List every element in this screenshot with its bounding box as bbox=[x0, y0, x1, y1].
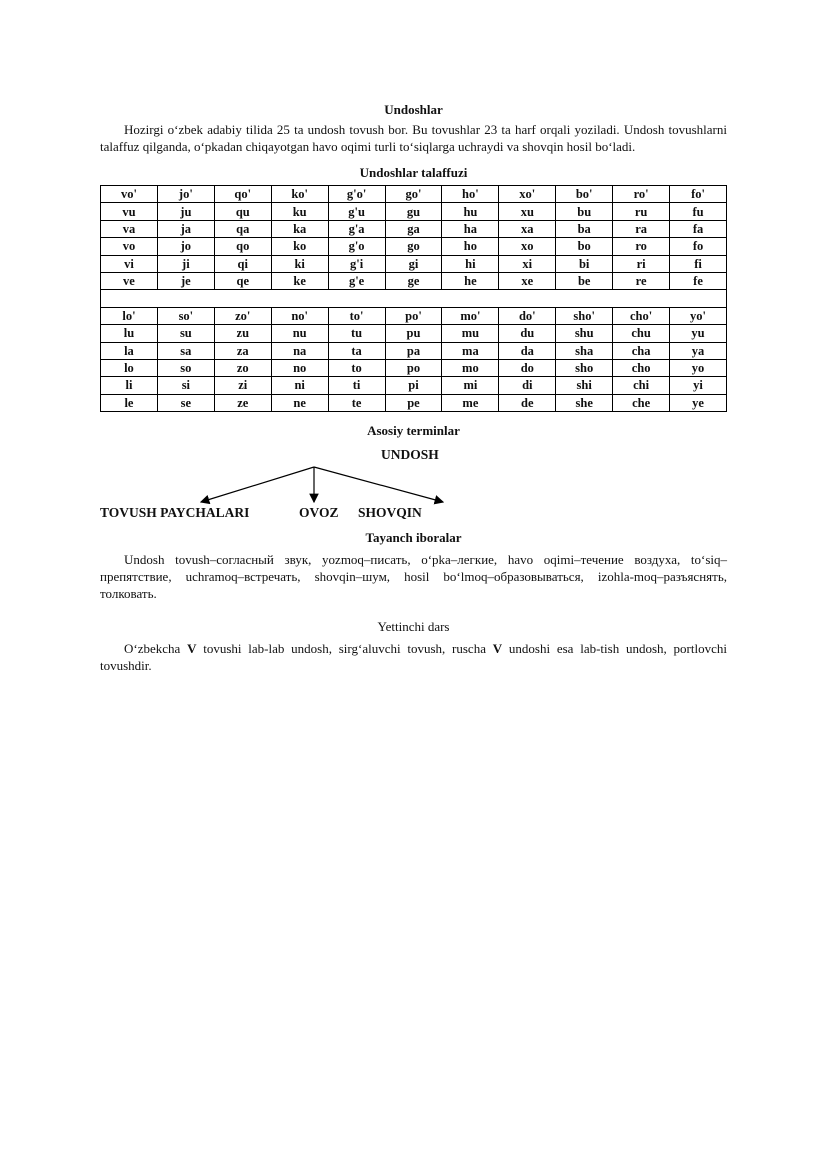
table-cell: zo' bbox=[214, 307, 271, 324]
table-cell: che bbox=[613, 394, 670, 411]
table-row bbox=[101, 359, 727, 376]
table-cell: ho bbox=[442, 238, 499, 255]
table-cell: xo' bbox=[499, 186, 556, 203]
table-cell: fe bbox=[670, 272, 727, 289]
table-cell: so' bbox=[157, 307, 214, 324]
table-cell: te bbox=[328, 394, 385, 411]
table-cell: qo' bbox=[214, 186, 271, 203]
table-cell: ya bbox=[670, 342, 727, 359]
table-cell: qe bbox=[214, 272, 271, 289]
table-cell: de bbox=[499, 394, 556, 411]
table-cell: ku bbox=[271, 203, 328, 220]
table-cell: pi bbox=[385, 377, 442, 394]
document-page bbox=[100, 98, 727, 674]
diagram-root-label: UNDOSH bbox=[381, 447, 439, 463]
table-cell: ga bbox=[385, 220, 442, 237]
table-cell: ka bbox=[271, 220, 328, 237]
table-cell: zi bbox=[214, 377, 271, 394]
table-cell: si bbox=[157, 377, 214, 394]
table-row bbox=[101, 394, 727, 411]
table-cell: zo bbox=[214, 359, 271, 376]
table-cell: hi bbox=[442, 255, 499, 272]
table-cell: da bbox=[499, 342, 556, 359]
table-cell: po bbox=[385, 359, 442, 376]
table-cell: mo bbox=[442, 359, 499, 376]
table-cell: vo bbox=[101, 238, 158, 255]
table-cell: tu bbox=[328, 325, 385, 342]
table-row bbox=[101, 186, 727, 203]
table-row bbox=[101, 272, 727, 289]
table-cell: jo' bbox=[157, 186, 214, 203]
table-cell: do' bbox=[499, 307, 556, 324]
table-cell: ho' bbox=[442, 186, 499, 203]
table-cell: g'o bbox=[328, 238, 385, 255]
table-cell: go bbox=[385, 238, 442, 255]
syllable-table bbox=[100, 185, 727, 412]
table-cell: yi bbox=[670, 377, 727, 394]
table-cell: li bbox=[101, 377, 158, 394]
table-row bbox=[101, 220, 727, 237]
table-row bbox=[101, 238, 727, 255]
table-cell: je bbox=[157, 272, 214, 289]
table-cell: pa bbox=[385, 342, 442, 359]
table-cell: ti bbox=[328, 377, 385, 394]
table-cell: gu bbox=[385, 203, 442, 220]
intro-paragraph: Hozirgi o‘zbek adabiy tilida 25 ta undosh tovush bor. Bu tovushlar 23 ta harf orqali yoziladi. Undosh tovushlarni talaffuz qilganda, o‘pkadan chiqayotgan havo oqimi turli to‘siqlarga uchraydi va shovqin hosil bo‘ladi. bbox=[100, 122, 727, 154]
table-cell: po' bbox=[385, 307, 442, 324]
table-cell: bo bbox=[556, 238, 613, 255]
table-cell: zu bbox=[214, 325, 271, 342]
table-cell: nu bbox=[271, 325, 328, 342]
table-separator-row bbox=[101, 290, 727, 307]
table-cell: re bbox=[613, 272, 670, 289]
table-cell: ju bbox=[157, 203, 214, 220]
table-cell: she bbox=[556, 394, 613, 411]
table-cell: pu bbox=[385, 325, 442, 342]
table-cell: he bbox=[442, 272, 499, 289]
table-cell: lo bbox=[101, 359, 158, 376]
table-cell: shi bbox=[556, 377, 613, 394]
table-cell: vo' bbox=[101, 186, 158, 203]
lesson-text-part: tovushi lab-lab undosh, sirg‘aluvchi tovush, ruscha bbox=[196, 641, 493, 657]
table-cell: lu bbox=[101, 325, 158, 342]
table-cell: yo bbox=[670, 359, 727, 376]
table-cell: ri bbox=[613, 255, 670, 272]
table-cell: ta bbox=[328, 342, 385, 359]
table-cell: pe bbox=[385, 394, 442, 411]
table-cell: do bbox=[499, 359, 556, 376]
table-cell: sho bbox=[556, 359, 613, 376]
table-cell: ji bbox=[157, 255, 214, 272]
terms-diagram bbox=[100, 441, 727, 533]
table-cell: no' bbox=[271, 307, 328, 324]
table-cell: ge bbox=[385, 272, 442, 289]
table-cell: hu bbox=[442, 203, 499, 220]
table-cell: fu bbox=[670, 203, 727, 220]
table-cell: mo' bbox=[442, 307, 499, 324]
phrases-title: Tayanch iboralar bbox=[365, 530, 462, 546]
diagram-child-shovqin: SHOVQIN bbox=[358, 505, 422, 521]
table-cell: ko bbox=[271, 238, 328, 255]
table-cell: ze bbox=[214, 394, 271, 411]
table-cell: ni bbox=[271, 377, 328, 394]
table-cell: qa bbox=[214, 220, 271, 237]
table-cell: sho' bbox=[556, 307, 613, 324]
table-cell: sa bbox=[157, 342, 214, 359]
lesson-text-part: undoshi esa lab-tish undosh, portlovchi tovushdir. bbox=[100, 641, 727, 674]
table-cell: jo bbox=[157, 238, 214, 255]
table-cell: va bbox=[101, 220, 158, 237]
arrow-to-shovqin bbox=[314, 467, 443, 502]
diagram-child-tovush-paychalari: TOVUSH PAYCHALARI bbox=[100, 505, 250, 521]
lesson-paragraph bbox=[100, 640, 727, 674]
table-cell: xe bbox=[499, 272, 556, 289]
table-cell: sha bbox=[556, 342, 613, 359]
table-cell: mu bbox=[442, 325, 499, 342]
table-cell: g'i bbox=[328, 255, 385, 272]
table-cell: fi bbox=[670, 255, 727, 272]
table-cell: ro' bbox=[613, 186, 670, 203]
table-title: Undoshlar talaffuzi bbox=[359, 165, 468, 180]
table-cell: no bbox=[271, 359, 328, 376]
table-cell: g'o' bbox=[328, 186, 385, 203]
table-cell: du bbox=[499, 325, 556, 342]
table-separator-cell bbox=[101, 290, 727, 307]
table-cell: qu bbox=[214, 203, 271, 220]
table-cell: ha bbox=[442, 220, 499, 237]
table-cell: bu bbox=[556, 203, 613, 220]
diagram-child-ovoz: OVOZ bbox=[299, 505, 339, 521]
arrow-to-tovush-paychalari bbox=[201, 467, 314, 502]
table-cell: cha bbox=[613, 342, 670, 359]
table-cell: xo bbox=[499, 238, 556, 255]
table-cell: ke bbox=[271, 272, 328, 289]
table-cell: vu bbox=[101, 203, 158, 220]
table-cell: ja bbox=[157, 220, 214, 237]
table-cell: fo bbox=[670, 238, 727, 255]
table-cell: gi bbox=[385, 255, 442, 272]
table-cell: mi bbox=[442, 377, 499, 394]
table-row bbox=[101, 203, 727, 220]
table-cell: to bbox=[328, 359, 385, 376]
table-cell: le bbox=[101, 394, 158, 411]
phrases-paragraph: Undosh tovush–согласный звук, yozmoq–писать, o‘pka–легкие, havo oqimi–течение воздуха, to‘siq–препятствие, uchramoq–встречать, shovqin–шум, hosil bo‘lmoq–образовываться, izohla-moq–разъяснять, толковать. bbox=[100, 552, 727, 602]
table-cell: za bbox=[214, 342, 271, 359]
page-title: Undoshlar bbox=[384, 102, 443, 117]
table-cell: lo' bbox=[101, 307, 158, 324]
table-cell: ye bbox=[670, 394, 727, 411]
table-cell: fa bbox=[670, 220, 727, 237]
table-cell: yo' bbox=[670, 307, 727, 324]
table-cell: ru bbox=[613, 203, 670, 220]
table-cell: g'a bbox=[328, 220, 385, 237]
table-cell: chi bbox=[613, 377, 670, 394]
table-cell: di bbox=[499, 377, 556, 394]
table-row bbox=[101, 255, 727, 272]
table-cell: su bbox=[157, 325, 214, 342]
table-cell: ki bbox=[271, 255, 328, 272]
table-cell: me bbox=[442, 394, 499, 411]
table-cell: bo' bbox=[556, 186, 613, 203]
table-cell: xi bbox=[499, 255, 556, 272]
table-cell: ne bbox=[271, 394, 328, 411]
table-row bbox=[101, 325, 727, 342]
lesson-letter-v: V bbox=[187, 641, 197, 657]
table-cell: shu bbox=[556, 325, 613, 342]
table-cell: ra bbox=[613, 220, 670, 237]
table-cell: fo' bbox=[670, 186, 727, 203]
table-cell: chu bbox=[613, 325, 670, 342]
table-cell: to' bbox=[328, 307, 385, 324]
lesson-text-part: O‘zbekcha bbox=[124, 641, 188, 657]
table-cell: g'u bbox=[328, 203, 385, 220]
table-row bbox=[101, 307, 727, 324]
table-cell: qi bbox=[214, 255, 271, 272]
table-cell: ma bbox=[442, 342, 499, 359]
table-cell: xu bbox=[499, 203, 556, 220]
lesson-title: Yettinchi dars bbox=[377, 619, 450, 635]
table-cell: na bbox=[271, 342, 328, 359]
table-row bbox=[101, 342, 727, 359]
table-cell: ve bbox=[101, 272, 158, 289]
table-cell: g'e bbox=[328, 272, 385, 289]
table-cell: se bbox=[157, 394, 214, 411]
table-cell: go' bbox=[385, 186, 442, 203]
lesson-letter-v: V bbox=[492, 641, 503, 657]
terms-title: Asosiy terminlar bbox=[367, 423, 460, 439]
table-cell: yu bbox=[670, 325, 727, 342]
table-cell: so bbox=[157, 359, 214, 376]
table-row bbox=[101, 377, 727, 394]
table-cell: bi bbox=[556, 255, 613, 272]
table-cell: vi bbox=[101, 255, 158, 272]
table-cell: la bbox=[101, 342, 158, 359]
table-cell: cho' bbox=[613, 307, 670, 324]
table-cell: ro bbox=[613, 238, 670, 255]
table-cell: xa bbox=[499, 220, 556, 237]
table-cell: ko' bbox=[271, 186, 328, 203]
table-cell: qo bbox=[214, 238, 271, 255]
table-cell: be bbox=[556, 272, 613, 289]
table-cell: ba bbox=[556, 220, 613, 237]
table-cell: cho bbox=[613, 359, 670, 376]
